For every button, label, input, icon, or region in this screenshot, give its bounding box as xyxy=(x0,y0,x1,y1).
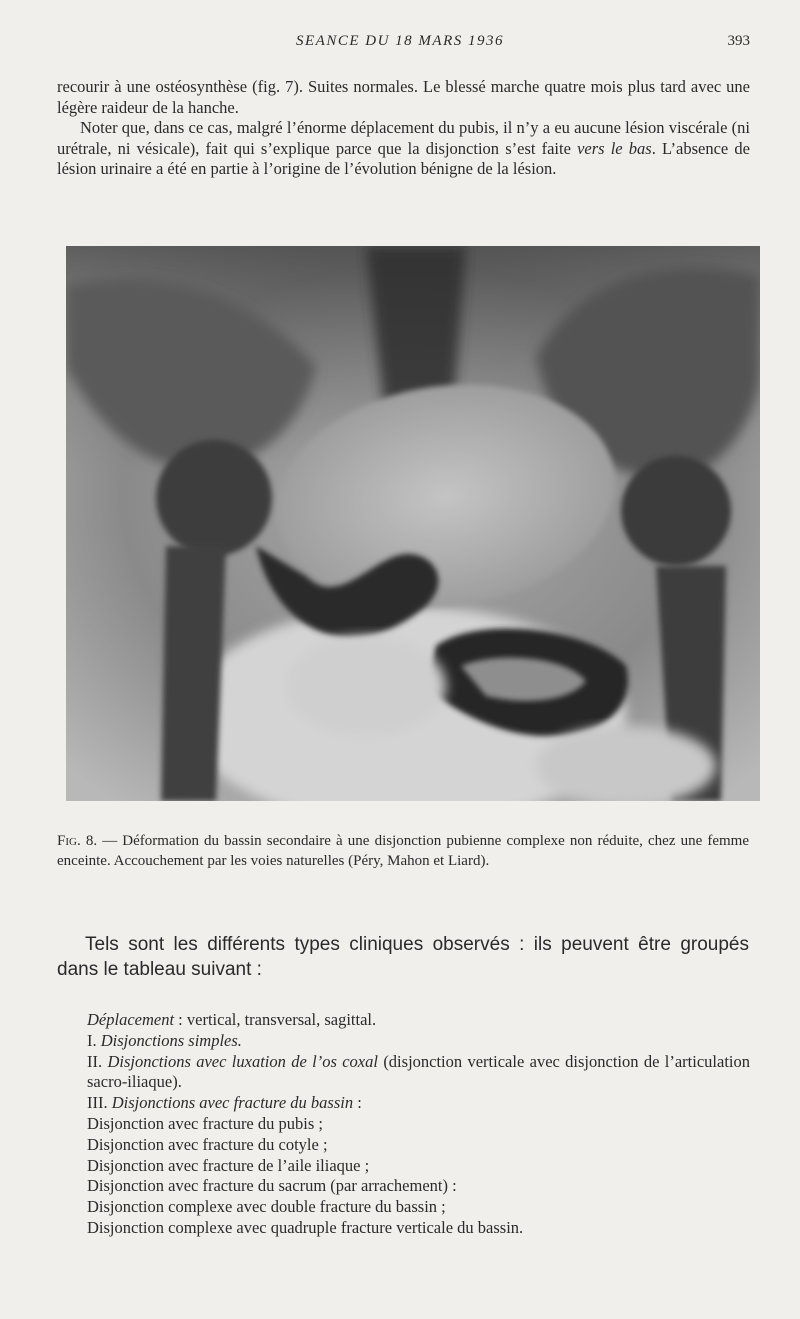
pelvis-xray-image xyxy=(66,246,760,801)
item-label: Disjonctions avec fracture du bassin xyxy=(111,1093,354,1113)
paragraph-text: Noter que, dans ce cas, malgré l’énorme déplacement du pubis, il n’y a eu aucune lésion viscérale (ni urétrale, ni vésicale), fait qui s’explique parce que la disjonction s’est faite xyxy=(57,118,750,158)
list-item xyxy=(57,1010,750,1031)
sub-list-item: Disjonction complexe avec quadruple fracture verticale du bassin. xyxy=(87,1217,524,1237)
item-rest: (disjonction verticale avec disjonction de l’articulation sacro-iliaque). xyxy=(87,1051,750,1092)
classification-list xyxy=(57,1010,750,1239)
figure-label: Fig. 8. xyxy=(57,833,98,849)
deplacement-label: Déplacement xyxy=(87,1010,175,1029)
item-label: Disjonctions simples. xyxy=(100,1030,242,1050)
page-number: 393 xyxy=(727,33,750,49)
item-label: Disjonctions avec luxation de l’os coxal xyxy=(107,1051,378,1071)
caption-text: — Déformation du bassin secondaire à une disjonction pubienne complexe non réduite, chez une femme enceinte. Accouchement par les voies naturelles (Péry, Mahon et Liard). xyxy=(57,833,750,869)
body-text xyxy=(57,77,750,180)
xray-figure xyxy=(66,246,760,801)
list-item xyxy=(57,1052,750,1094)
summary-sentence xyxy=(57,932,749,982)
figure-caption xyxy=(57,832,749,871)
deplacement-value: : vertical, transversal, sagittal. xyxy=(174,1010,377,1029)
paragraph-text: . L’absence de lésion urinaire a été en partie à l’origine de l’évolution bénigne de la lésion. xyxy=(57,138,750,179)
item-colon: : xyxy=(353,1093,362,1113)
sub-list-item: Disjonction avec fracture du cotyle ; xyxy=(87,1134,328,1154)
item-number: III. xyxy=(87,1093,112,1113)
paragraph: recourir à une ostéosynthèse (fig. 7). Suites normales. Le blessé marche quatre mois plus tard avec une légère raideur de la hanche. xyxy=(57,77,750,117)
page-header xyxy=(0,33,800,53)
item-number: II. xyxy=(87,1051,108,1071)
item-number: I. xyxy=(87,1030,101,1050)
paragraph xyxy=(57,118,750,180)
summary-text: Tels sont les différents types cliniques observés : ils peuvent être groupés dans le tableau suivant : xyxy=(57,934,749,980)
sub-list-item: Disjonction avec fracture du sacrum (par arrachement) : xyxy=(87,1176,457,1196)
list-item xyxy=(57,1031,750,1052)
sub-list-item: Disjonction avec fracture de l’aile iliaque ; xyxy=(87,1155,370,1175)
list-item xyxy=(57,1093,750,1114)
running-head: SEANCE DU 18 MARS 1936 xyxy=(296,33,504,49)
sub-list-item: Disjonction complexe avec double fracture du bassin ; xyxy=(87,1197,446,1217)
emphasis-text: vers le bas xyxy=(577,138,652,158)
sub-list-item: Disjonction avec fracture du pubis ; xyxy=(87,1113,323,1133)
